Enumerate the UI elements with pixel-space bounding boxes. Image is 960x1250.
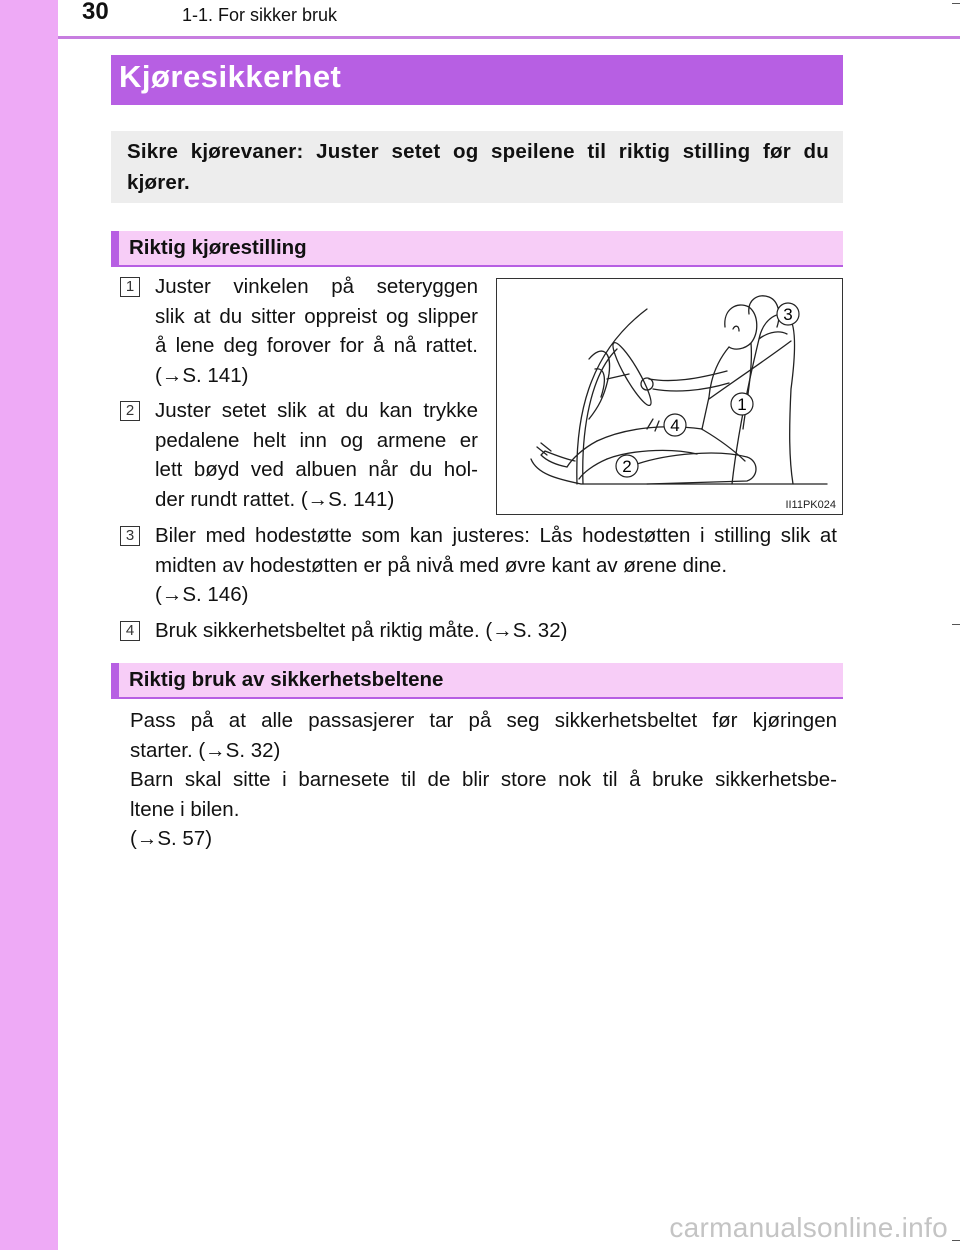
callout-label: 1 xyxy=(737,395,747,414)
item-text xyxy=(155,396,478,514)
item-line: Bruk sikkerhetsbeltet på riktig måte. (→S. 32) xyxy=(155,619,568,642)
item-number-badge: 1 xyxy=(120,277,140,297)
item-text xyxy=(155,272,478,390)
page-number: 30 xyxy=(82,0,109,25)
item-text xyxy=(155,616,837,646)
paragraph-line: Barn skal sitte i barnesete til de blir store nok til å bruke sikkerhetsbe- xyxy=(130,768,837,791)
seatbelt-paragraph xyxy=(130,706,837,854)
callout-2 xyxy=(616,455,638,477)
edge-tick-mark xyxy=(952,3,960,4)
page-title: Kjøresikkerhet xyxy=(111,55,843,105)
item-line: lett bøyd ved albuen når du hol- xyxy=(155,458,478,481)
driver-head xyxy=(725,305,757,349)
intro-box: Sikre kjørevaner: Juster setet og speilene til riktig stilling før du kjører. xyxy=(111,131,843,203)
item-line: å lene deg forover for å nå rattet. xyxy=(155,334,478,357)
item-number-badge: 2 xyxy=(120,401,140,421)
item-line: pedalene helt inn og armene er xyxy=(155,428,478,452)
item-line: Juster setet slik at du kan trykke xyxy=(155,399,478,422)
item-line: (→S. 146) xyxy=(155,583,249,606)
callout-4 xyxy=(664,414,686,436)
paragraph-line: Pass på at alle passasjerer tar på seg sikkerhetsbeltet før kjøringen xyxy=(130,709,837,732)
item-line: der rundt rattet. (→S. 141) xyxy=(155,487,395,511)
item-line: Biler med hodestøtte som kan justeres: Lås hodestøtten i stilling slik at xyxy=(155,524,837,547)
driver-thigh xyxy=(597,427,702,441)
section-heading-seatbelt-use: Riktig bruk av sikkerhetsbeltene xyxy=(111,663,843,699)
item-line: (→S. 141) xyxy=(155,363,249,387)
edge-tick-mark xyxy=(952,1240,960,1241)
seat-cushion xyxy=(637,453,756,484)
item-number-badge: 3 xyxy=(120,526,140,546)
paragraph-line: (→S. 57) xyxy=(130,827,213,850)
paragraph-line: starter. (→S. 32) xyxy=(130,738,281,762)
driving-position-illustration xyxy=(496,278,843,515)
driver-seat-drawing xyxy=(497,279,842,514)
item-line: slik at du sitter oppreist og slipper xyxy=(155,304,478,328)
watermark: carmanualsonline.info xyxy=(669,1212,948,1243)
chapter-title: 1-1. For sikker bruk xyxy=(182,5,338,25)
callout-1 xyxy=(731,393,753,415)
floor-front-curve xyxy=(531,459,581,484)
seatbelt-shoulder xyxy=(709,341,791,399)
edge-tick-mark xyxy=(952,624,960,625)
driver-shin xyxy=(567,441,597,467)
item-number-badge: 4 xyxy=(120,621,140,641)
header-rule xyxy=(58,36,960,39)
seatbelt-lap xyxy=(701,429,745,461)
driver-arm xyxy=(649,371,727,381)
callout-label: 3 xyxy=(783,305,793,324)
item-text xyxy=(155,521,837,610)
callout-label: 2 xyxy=(622,457,632,476)
item-line: Juster vinkelen på seteryggen xyxy=(155,275,478,298)
figure-code: II11PK024 xyxy=(785,499,836,511)
steering-wheel xyxy=(608,339,656,408)
section-heading-driving-position: Riktig kjørestilling xyxy=(111,231,843,267)
callout-3 xyxy=(777,303,799,325)
page-sidebar-band xyxy=(0,0,58,1250)
item-line: midten av hodestøtten er på nivå med øvre kant av ørene dine. xyxy=(155,553,728,577)
callout-label: 4 xyxy=(670,416,680,435)
paragraph-line: ltene i bilen. xyxy=(130,797,240,821)
driver-foot xyxy=(541,451,575,467)
